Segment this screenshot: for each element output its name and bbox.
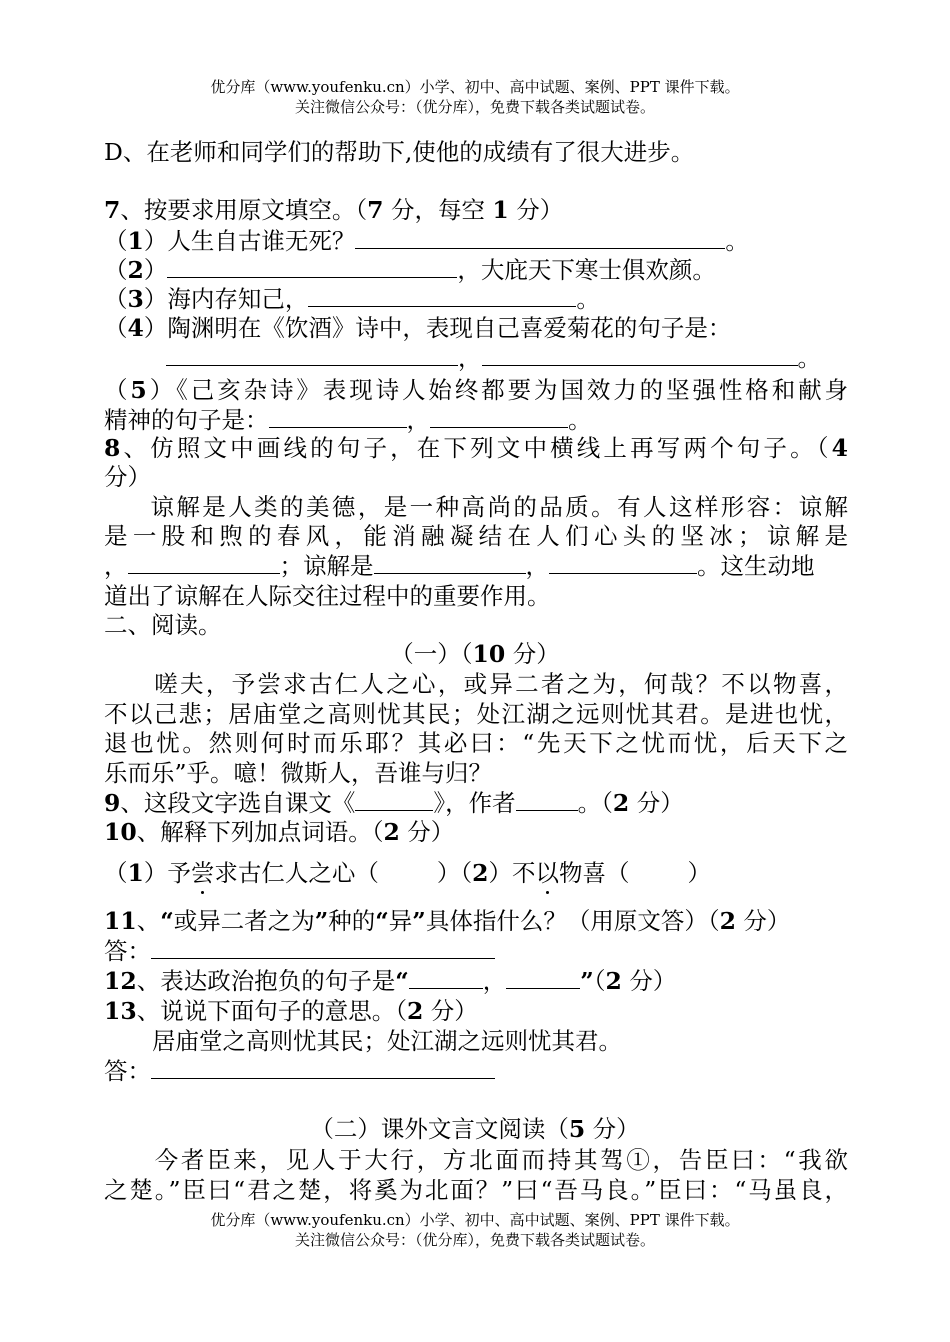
q7-item-5-blank-1[interactable] <box>269 405 407 428</box>
q10-item-2-close: ） <box>687 859 711 887</box>
q11-text-j: 分） <box>735 907 791 935</box>
q7-item-3-text: ）海内存知己， <box>143 285 309 313</box>
part-1-passage-3: 退也忧。然则何时而乐耶？其必曰：“先天下之忧而忧，后天下之 <box>104 729 848 757</box>
q10 <box>104 817 454 847</box>
q7-item-4-end: 。 <box>797 344 821 372</box>
q9-text-b: 》，作者 <box>433 789 516 817</box>
q8-passage-2: 是一股和煦的春风，能消融凝结在人们心头的坚冰；谅解是 <box>104 522 848 550</box>
q7-item-5-end: 。 <box>568 406 592 434</box>
q12-text-a: 、表达政治抱负的句子是 <box>136 967 396 995</box>
q8-passage-3-c: ， <box>525 552 549 580</box>
q10-items <box>104 858 711 888</box>
q8-points-end: 分） <box>104 463 151 491</box>
part-1-heading-points: 10 <box>472 640 506 668</box>
q9-blank-title[interactable] <box>355 788 433 811</box>
q12-blank-1[interactable] <box>409 966 483 989</box>
q8-passage-3 <box>104 551 815 581</box>
footer-line-1: 优分库（www.youfenku.cn）小学、初中、高中试题、案例、PPT 课件下载。 <box>210 1211 740 1229</box>
q13 <box>104 996 478 1026</box>
q11-points: 2 <box>719 907 736 935</box>
q9-blank-author[interactable] <box>516 788 578 811</box>
q11-quote-open-2: “ <box>375 907 389 935</box>
q13-number: 13 <box>104 997 137 1025</box>
q10-item-2-text-a: ）不 <box>488 859 536 887</box>
q7-item-5-text: ）《己亥杂诗》表现诗人始终都要为国效力的坚强性格和献身 <box>146 376 849 404</box>
q12-quote-open: “ <box>395 967 409 995</box>
q7-item-4-open: （ <box>104 314 128 342</box>
q7-item-1-end: 。 <box>725 227 749 255</box>
part-2-heading-b: 分） <box>585 1115 640 1143</box>
q12-comma: ， <box>482 967 507 995</box>
q7-item-4-number: 4 <box>127 314 144 342</box>
q10-item-2-number: 2 <box>472 859 489 887</box>
q13-sentence-text: 居庙堂之高则忧其民；处江湖之远则忧其君。 <box>152 1027 622 1055</box>
q11-answer-blank[interactable] <box>151 936 495 959</box>
q7-item-5-text-2: 精神的句子是： <box>104 406 269 434</box>
q11-answer-label: 答： <box>104 937 151 965</box>
q12-text-f: 分） <box>621 967 677 995</box>
q7-title <box>104 195 563 225</box>
q7-item-4-blanks <box>104 343 821 373</box>
q10-item-2-text-b: 物喜（ <box>558 859 630 887</box>
q11-quote-word: 异 <box>388 907 413 935</box>
q10-item-2-open: （ <box>460 859 473 887</box>
part-1-heading <box>0 639 950 669</box>
q11 <box>104 906 790 936</box>
q7-item-5-line-2 <box>104 405 592 435</box>
q7-item-2-open: （ <box>104 256 128 284</box>
q8-passage-1 <box>104 492 848 522</box>
q10-item-1-close: ） <box>436 859 461 887</box>
q12-number: 12 <box>104 967 137 995</box>
q7-points-each: 1 <box>492 196 509 224</box>
q9 <box>104 788 684 818</box>
q8-blank-2[interactable] <box>374 551 526 574</box>
q11-number: 11 <box>104 907 137 935</box>
q7-item-5-open: （ <box>104 376 131 404</box>
q11-text-e: 种的 <box>328 907 376 935</box>
q7-points-end: 分） <box>508 196 564 224</box>
q8-title <box>104 433 848 463</box>
q7-item-5-mid: ， <box>406 406 430 434</box>
q8-points: 4 <box>831 434 848 462</box>
footer-line-2: 关注微信公众号：（优分库），免费下载各类试题试卷。 <box>294 1231 655 1249</box>
q8-blank-1[interactable] <box>128 551 280 574</box>
q12-quote-close: ” <box>580 967 594 995</box>
q7-item-4-mid: ， <box>458 344 482 372</box>
q12 <box>104 966 676 996</box>
q10-item-1-open: （ <box>104 859 128 887</box>
q7-item-2-blank[interactable] <box>167 255 457 278</box>
q7-item-2-number: 2 <box>127 256 144 284</box>
q13-text-b: 分） <box>423 997 478 1025</box>
part-2-passage-1-text: 今者臣来，见人于大行，方北面而持其驾①，告臣曰：“我欲 <box>152 1146 848 1174</box>
q11-quote-close-1: ” <box>314 907 329 935</box>
q7-item-4-blank-2[interactable] <box>482 343 798 366</box>
q7-item-1-number: 1 <box>127 227 144 255</box>
q10-text-b: 分） <box>399 818 455 846</box>
q8-number: 8 <box>104 434 121 462</box>
q7-item-3-end: 。 <box>576 285 600 313</box>
part-2-heading-a: （二）课外文言文阅读（ <box>310 1115 569 1143</box>
q8-passage-3-b: ；谅解是 <box>279 552 374 580</box>
q13-answer-label: 答： <box>104 1057 151 1085</box>
header-line-1: 优分库（www.youfenku.cn）小学、初中、高中试题、案例、PPT 课件下载。 <box>210 78 740 96</box>
q7-item-1-text: ）人生自古谁无死？ <box>143 227 356 255</box>
q10-item-1-text-b: 求古仁人之心（ <box>214 859 379 887</box>
q7-item-1-open: （ <box>104 227 128 255</box>
q9-number: 9 <box>104 789 121 817</box>
q8-passage-3-d: 。这生动地 <box>697 552 815 580</box>
q9-text-d: 分） <box>629 789 684 817</box>
q11-quote-text: 或异二者之为 <box>173 907 315 935</box>
q7-points-tail: 分，每空 <box>383 196 493 224</box>
q11-quote-close-2: ” <box>412 907 426 935</box>
q7-item-1-blank[interactable] <box>355 226 725 249</box>
q7-item-2-text: ，大庇天下寒士俱欢颜。 <box>457 256 716 284</box>
option-d: D、在老师和同学们的帮助下,使他的成绩有了很大进步。 <box>104 138 695 166</box>
q11-text-i: 具体指什么？（用原文答）（ <box>425 907 720 935</box>
q9-text-a: 、这段文字选自课文《 <box>120 789 356 817</box>
part-1-passage-1 <box>104 669 848 699</box>
q7-item-3-open: （ <box>104 285 128 313</box>
q10-item-1-number: 1 <box>127 859 144 887</box>
q13-sentence <box>104 1026 622 1056</box>
q13-answer <box>104 1056 495 1086</box>
q13-points: 2 <box>406 997 424 1025</box>
part-1-heading-a: （一）（ <box>390 640 473 668</box>
q11-text-a: 、 <box>136 907 161 935</box>
q8-title-text: 、仿照文中画线的句子，在下列文中横线上再写两个句子。（ <box>120 434 832 462</box>
q10-text-a: 、解释下列加点词语。（ <box>136 818 384 846</box>
part-2-passage-2: 之楚。”臣曰“君之楚，将奚为北面？”曰“吾马良。”臣曰：“马虽良， <box>104 1176 848 1204</box>
q7-title-text: 、按要求用原文填空。（ <box>120 196 368 224</box>
q8-passage-4: 道出了谅解在人际交往过程中的重要作用。 <box>104 582 551 610</box>
q7-item-3 <box>104 284 600 314</box>
part-1-heading-b: 分） <box>505 640 560 668</box>
q9-points: 2 <box>612 789 630 817</box>
q7-item-3-number: 3 <box>127 285 144 313</box>
q12-points: 2 <box>605 967 622 995</box>
part-1-passage-1-text: 嗟夫，予尝求古仁人之心，或异二者之为，何哉？不以物喜， <box>152 670 848 698</box>
q8-passage-1-text: 谅解是人类的美德，是一种高尚的品质。有人这样形容：谅解 <box>148 493 848 521</box>
q8-passage-3-a: ， <box>104 552 128 580</box>
q13-answer-blank[interactable] <box>151 1056 495 1079</box>
q9-text-c: 。（ <box>577 789 613 817</box>
part-2-heading-points: 5 <box>568 1115 586 1143</box>
header-line-2: 关注微信公众号：（优分库），免费下载各类试题试卷。 <box>294 98 655 116</box>
part-1-passage-2: 不以己悲；居庙堂之高则忧其民；处江湖之远则忧其君。是进也忧， <box>104 700 848 728</box>
q12-blank-2[interactable] <box>506 966 580 989</box>
q7-item-4 <box>104 313 731 343</box>
q7-item-5-blank-2[interactable] <box>430 405 568 428</box>
q7-item-3-blank[interactable] <box>308 284 576 307</box>
q7-item-5 <box>104 375 848 405</box>
part-2-heading <box>0 1114 950 1144</box>
q7-points: 7 <box>367 196 384 224</box>
q7-item-4-text: ）陶渊明在《饮酒》诗中，表现自己喜爱菊花的句子是： <box>143 314 732 342</box>
q8-blank-3[interactable] <box>549 551 697 574</box>
part-2-passage-1 <box>104 1145 848 1175</box>
q11-quote-open-1: “ <box>160 907 174 935</box>
q11-answer <box>104 936 495 966</box>
q7-item-1 <box>104 226 749 256</box>
part-1-passage-4: 乐而乐”乎。噫！微斯人，吾谁与归？ <box>104 759 493 787</box>
q7-item-4-blank-1[interactable] <box>166 343 458 366</box>
q10-item-2-dotted-word: 以 <box>535 859 559 887</box>
q10-item-1-text-a: ）予 <box>143 859 191 887</box>
q12-text-e: （ <box>593 967 606 995</box>
q7-item-5-number: 5 <box>130 376 147 404</box>
section-2-heading: 二、阅读。 <box>104 611 222 639</box>
q10-item-1-dotted-word: 尝 <box>190 859 215 887</box>
q7-item-2 <box>104 255 716 285</box>
q10-points: 2 <box>383 818 400 846</box>
q7-item-2-close: ） <box>143 256 168 284</box>
q13-text-a: 、说说下面句子的意思。（ <box>136 997 407 1025</box>
q10-number: 10 <box>104 818 137 846</box>
q7-number: 7 <box>104 196 121 224</box>
